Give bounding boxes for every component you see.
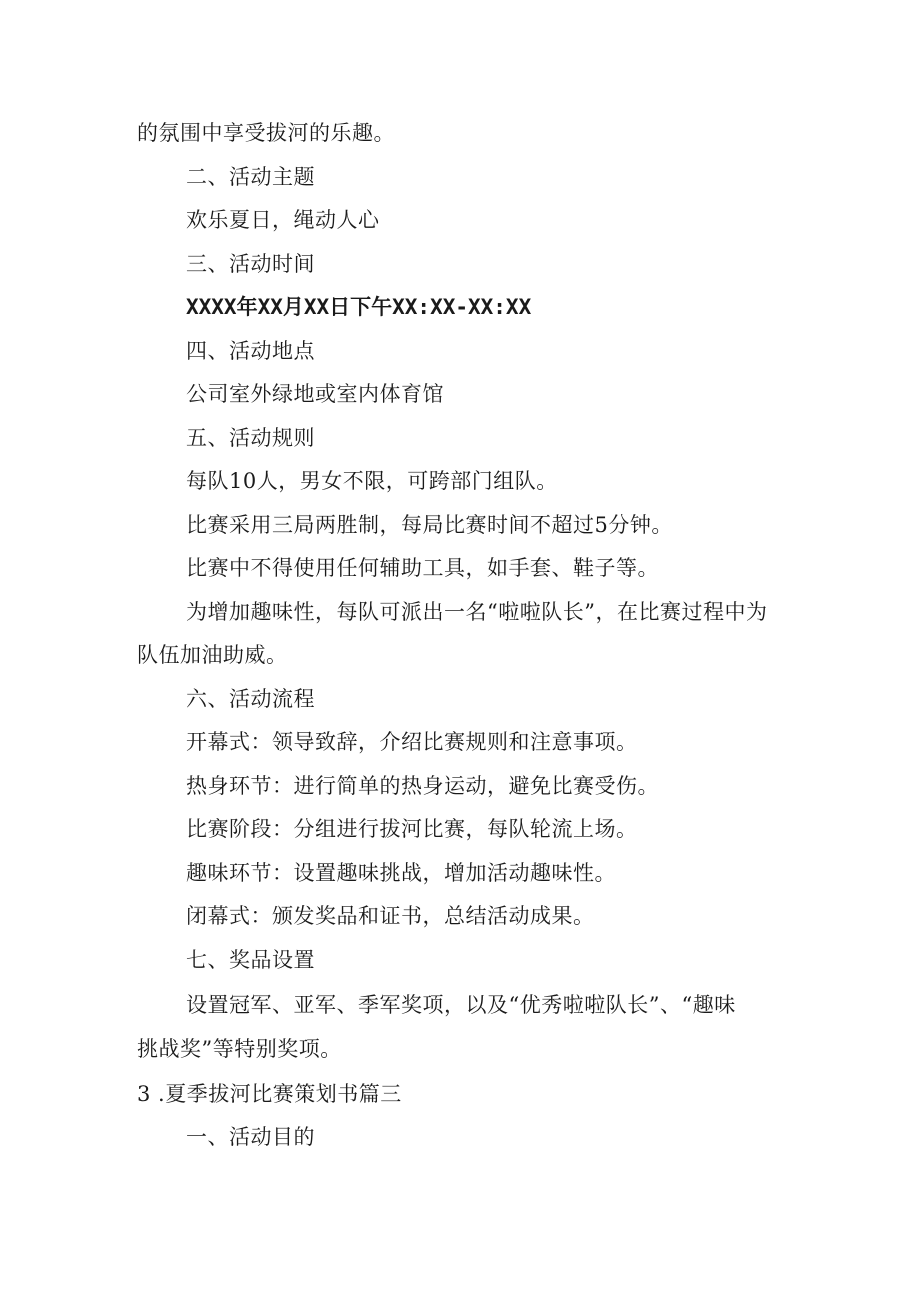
process-item: 趣味环节：设置趣味挑战，增加活动趣味性。 (186, 861, 616, 885)
rule-item: 为增加趣味性，每队可派出一名“啦啦队长”，在比赛过程中为 (186, 600, 768, 624)
theme-text: 欢乐夏日，绳动人心 (186, 208, 380, 232)
section-heading-time: 三、活动时间 (186, 252, 315, 276)
process-item: 闭幕式：颁发奖品和证书，总结活动成果。 (186, 904, 595, 928)
process-item: 热身环节：进行简单的热身运动，避免比赛受伤。 (186, 774, 659, 798)
section-heading-rules: 五、活动规则 (186, 426, 315, 450)
chapter-heading: 3 .夏季拔河比赛策划书篇三 (137, 1082, 402, 1106)
process-item: 比赛阶段：分组进行拔河比赛，每队轮流上场。 (186, 817, 638, 841)
rule-item: 比赛采用三局两胜制，每局比赛时间不超过5分钟。 (186, 513, 673, 537)
section-heading-location: 四、活动地点 (186, 339, 315, 363)
section-heading-prizes: 七、奖品设置 (186, 948, 315, 972)
process-item: 开幕式：领导致辞，介绍比赛规则和注意事项。 (186, 730, 638, 754)
section-heading-theme: 二、活动主题 (186, 165, 315, 189)
section-heading-process: 六、活动流程 (186, 687, 315, 711)
location-text: 公司室外绿地或室内体育馆 (186, 382, 444, 406)
time-text: XXXX年XX月XX日下午XX:XX-XX:XX (186, 295, 532, 319)
rule-item: 每队10人，男女不限，可跨部门组队。 (186, 469, 558, 493)
prizes-text-continuation: 挑战奖”等特别奖项。 (137, 1037, 342, 1061)
rule-item: 比赛中不得使用任何辅助工具，如手套、鞋子等。 (186, 556, 659, 580)
rule-item-continuation: 队伍加油助威。 (137, 643, 288, 667)
section-heading-purpose: 一、活动目的 (186, 1125, 315, 1149)
paragraph-continuation: 的氛围中享受拔河的乐趣。 (137, 121, 395, 145)
prizes-text: 设置冠军、亚军、季军奖项，以及“优秀啦啦队长”、“趣味 (186, 993, 736, 1017)
